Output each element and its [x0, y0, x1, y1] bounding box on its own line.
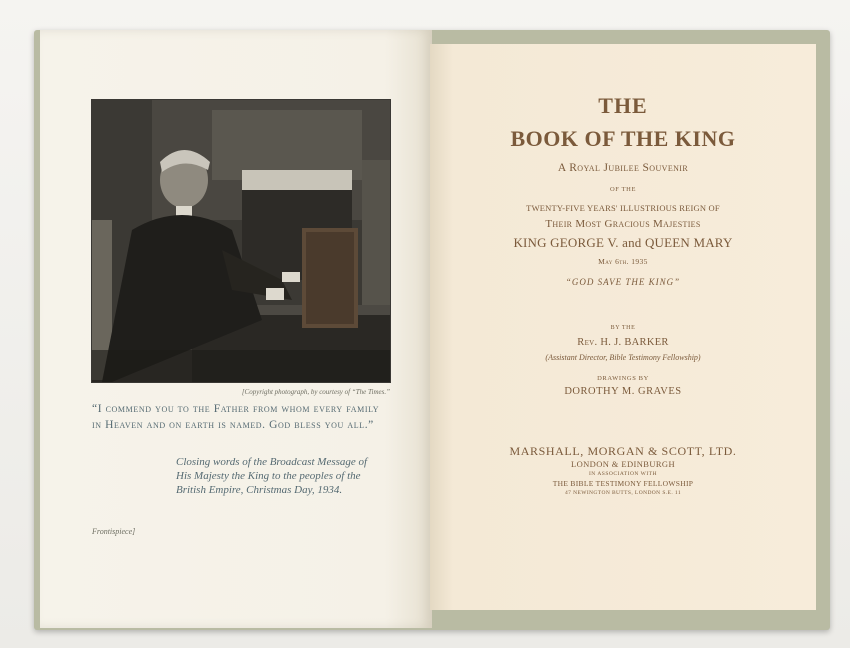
by-the-line: BY THE [610, 325, 636, 331]
book-title: BOOK OF THE KING [510, 126, 736, 151]
author-name: H. J. BARKER [600, 337, 669, 348]
author-role: (Assistant Director, Bible Testimony Fellowship) [545, 353, 701, 362]
photo-credit: [Copyright photograph, by courtesy of “The Times.” [241, 388, 390, 396]
title-the: THE [598, 93, 648, 118]
fellowship-name: THE BIBLE TESTIMONY FELLOWSHIP [552, 479, 694, 488]
publisher-cities: LONDON & EDINBURGH [571, 459, 675, 469]
monarchs-line: KING GEORGE V. and QUEEN MARY [513, 235, 733, 250]
frontispiece-photograph [91, 99, 391, 383]
king-quote: “I commend you to the Father from whom every family in Heaven and on earth is named. God bless you all.” [92, 403, 380, 431]
frontispiece-label: Frontispiece] [92, 527, 136, 536]
fellowship-address: 47 NEWINGTON BUTTS, LONDON S.E. 11 [565, 490, 681, 496]
association-line: IN ASSOCIATION WITH [588, 471, 658, 477]
reign-line: TWENTY-FIVE YEARS' ILLUSTRIOUS REIGN OF [526, 203, 720, 213]
of-the-line: OF THE [609, 186, 637, 193]
majesties-line: Their Most Gracious Majesties [545, 218, 701, 230]
publisher-name: MARSHALL, MORGAN & SCOTT, LTD. [509, 444, 737, 458]
illustrator-name: DOROTHY M. GRAVES [564, 386, 682, 397]
jubilee-date: May 6th. 1935 [598, 257, 648, 266]
closing-words-caption: Closing words of the Broadcast Message of His Majesty the King to the peoples of the British Empire, Christmas Day, 1934. [176, 456, 368, 496]
motto: “GOD SAVE THE KING” [565, 277, 681, 287]
author-prefix: Rev. [577, 337, 598, 348]
drawings-by-line: DRAWINGS BY [597, 375, 649, 382]
author-line [430, 337, 816, 348]
subtitle: A Royal Jubilee Souvenir [557, 162, 689, 174]
